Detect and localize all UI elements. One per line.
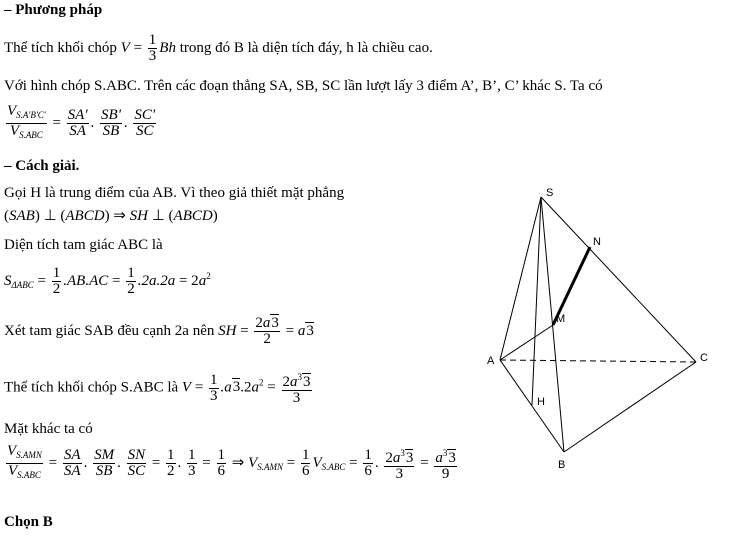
ratio-intro: Với hình chóp S.ABC. Trên các đoạn thẳng SA, SB, SC lần lượt lấy 3 điểm A’, B’, C’ khác S. Ta có xyxy=(4,78,603,94)
label-b: B xyxy=(558,459,566,471)
solution-heading: – Cách giải. xyxy=(4,158,80,174)
edge-ac-hidden xyxy=(500,360,696,362)
label-m: M xyxy=(556,313,566,325)
label-c: C xyxy=(700,352,708,364)
volume-formula-text-a: Thể tích khối chóp xyxy=(4,39,117,56)
area-formula: $S_{\Delta ABC}$ = $\frac{1}{2}$ .AB.AC = $\frac{1}{2}$ $.2a.2a = 2a^2$ xyxy=(4,265,211,297)
label-a: A xyxy=(487,355,495,367)
sh-text: Xét tam giác SAB đều cạnh 2a nên xyxy=(4,322,215,339)
edge-sc xyxy=(541,197,696,362)
method-heading: – Phương pháp xyxy=(4,2,103,18)
edge-bc xyxy=(564,362,696,452)
label-s: S xyxy=(546,187,554,199)
sh-line: Xét tam giác SAB đều cạnh 2a nên SH = $\frac{2a3}{2}$ = a3 xyxy=(4,315,314,347)
perpendicular-statement: (SAB) ⊥ (ABCD) ⇒ SH ⊥ (ABCD) xyxy=(4,208,218,224)
volume-line: Thể tích khối chóp S.ABC là V = $\frac{1}{3}$ $.a3.2a^2$ = $\frac{2a^33}{3}$ xyxy=(4,371,311,406)
final-ratio-formula: $\frac{V_{S.AMN}}{V_{S.ABC}}$ = $\frac{SA}{SA}$ . $\frac{SM}{SB}$ . $\frac{SN}{SC}$ = $\frac{1}{2}$ . $\frac{1}{3}$ = $\frac{1}{6}$ ⇒ $V_{S.AMN}$ = $\frac{1}{6}$ $V_{S.ABC}$ = $\frac{1}{6}$ . $\frac{2a^33}{3}$ = $\frac{a^33}{9}$ xyxy=(7,443,456,482)
edge-ab xyxy=(500,360,564,452)
h-midpoint-text: Gọi H là trung điểm của AB. Vì theo giả thiết mặt phẳng xyxy=(4,185,345,201)
label-n: N xyxy=(593,236,601,248)
volume-formula-text-b: trong đó B là diện tích đáy, h là chiều cao. xyxy=(179,39,433,56)
answer: Chọn B xyxy=(4,514,53,530)
ratio-formula: $\frac{V_{S.A'B'C'}}{V_{S.ABC}}$ = $\frac{SA'}{SA}$ . $\frac{SB'}{SB}$ . $\frac{SC'}{SC}$ xyxy=(7,103,156,140)
area-text: Diện tích tam giác ABC là xyxy=(4,237,163,253)
volume-formula-line: Thể tích khối chóp V = $\frac{1}{3}$ Bh trong đó B là diện tích đáy, h là chiều cao. xyxy=(4,32,433,64)
other-text: Mặt khác ta có xyxy=(4,421,93,437)
volume-text: Thể tích khối chóp S.ABC là xyxy=(4,379,179,396)
label-h: H xyxy=(537,396,545,408)
